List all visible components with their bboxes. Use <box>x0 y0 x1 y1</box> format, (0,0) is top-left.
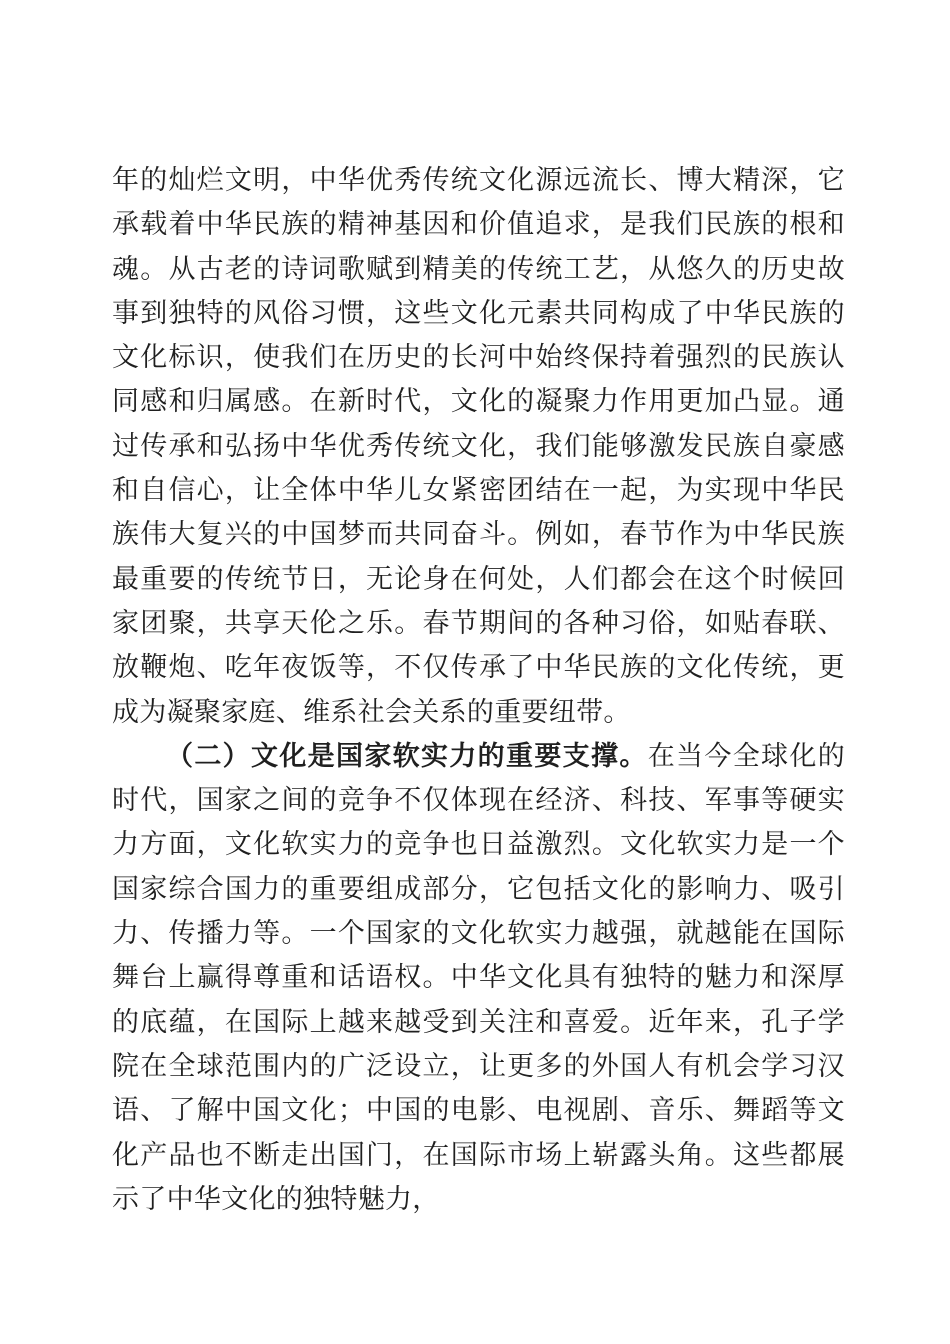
paragraph-text: 在当今全球化的时代，国家之间的竞争不仅体现在经济、科技、军事等硬实力方面，文化软实力的竞争也日益激烈。文化软实力是一个国家综合国力的重要组成部分，它包括文化的影响力、吸引力、传播力等。一个国家的文化软实力越强，就越能在国际舞台上赢得尊重和话语权。中华文化具有独特的魅力和深厚的底蕴，在国际上越来越受到关注和喜爱。近年来，孔子学院在全球范围内的广泛设立，让更多的外国人有机会学习汉语、了解中国文化；中国的电影、电视剧、音乐、舞蹈等文化产品也不断走出国门，在国际市场上崭露头角。这些都展示了中华文化的独特魅力， <box>112 740 845 1214</box>
section-heading-2: （二）文化是国家软实力的重要支撑。 <box>166 740 648 771</box>
paragraph-culture-cohesion <box>112 158 845 734</box>
document-body <box>112 158 845 1221</box>
paragraph-text: 年的灿烂文明，中华优秀传统文化源远流长、博大精深，它承载着中华民族的精神基因和价值追求，是我们民族的根和魂。从古老的诗词歌赋到精美的传统工艺，从悠久的历史故事到独特的风俗习惯，这些文化元素共同构成了中华民族的文化标识，使我们在历史的长河中始终保持着强烈的民族认同感和归属感。在新时代，文化的凝聚力作用更加凸显。通过传承和弘扬中华优秀传统文化，我们能够激发民族自豪感和自信心，让全体中华儿女紧密团结在一起，为实现中华民族伟大复兴的中国梦而共同奋斗。例如，春节作为中华民族最重要的传统节日，无论身在何处，人们都会在这个时候回家团聚，共享天伦之乐。春节期间的各种习俗，如贴春联、放鞭炮、吃年夜饭等，不仅传承了中华民族的文化传统，更成为凝聚家庭、维系社会关系的重要纽带。 <box>112 165 845 727</box>
paragraph-soft-power <box>112 734 845 1221</box>
